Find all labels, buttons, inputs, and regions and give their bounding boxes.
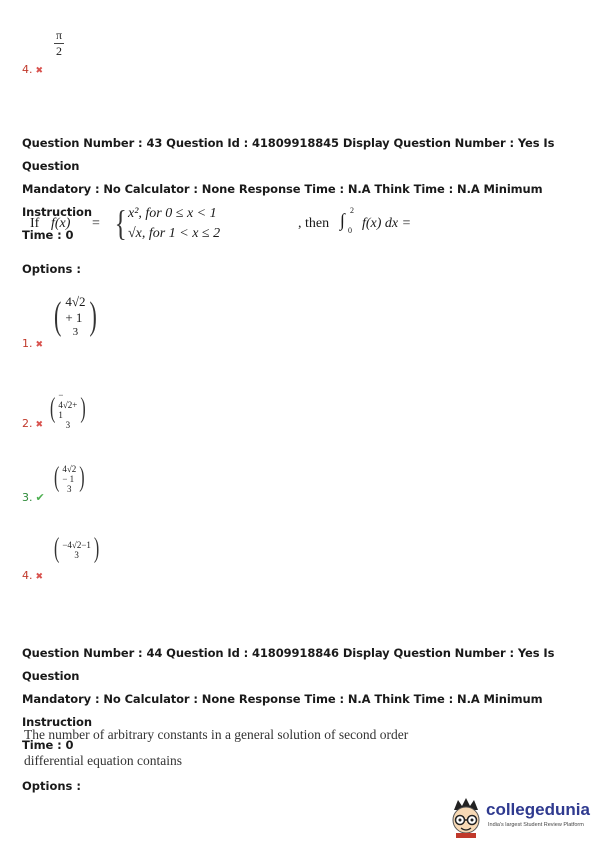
- stem-if: If: [30, 216, 40, 231]
- header-line: Question Number : 43 Question Id : 41809918845 Display Question Number : Yes Is Question: [22, 136, 555, 173]
- wrong-icon: ✖: [35, 340, 44, 350]
- stem-equals: =: [92, 216, 100, 231]
- wrong-icon: ✖: [35, 66, 44, 76]
- header-line: Time : 0: [22, 738, 74, 752]
- correct-check-icon: ✔: [35, 491, 45, 504]
- fraction-denominator: 2: [56, 44, 63, 58]
- wrong-icon: ✖: [35, 572, 44, 582]
- option-number: 4.: [22, 63, 33, 76]
- stem-line: differential equation contains: [24, 753, 182, 768]
- options-label: Options :: [22, 779, 81, 793]
- option-1-expression: ( 4√2 + 1 3 ): [54, 292, 97, 338]
- question-44-stem: [24, 722, 408, 774]
- logo-tagline: India's largest Student Review Platform: [488, 822, 584, 828]
- integral-upper: 2: [350, 206, 354, 215]
- option-2-expression: ( − 4√2+ 1 3 ): [50, 390, 86, 430]
- integrand: f(x) dx =: [362, 216, 412, 231]
- option-4-expression: ( −4√2−1 3 ): [54, 533, 100, 565]
- stem-then: , then: [298, 216, 330, 231]
- stem-fx: f(x): [51, 216, 71, 231]
- piecewise-brace: {: [114, 203, 127, 243]
- header-line: Question Number : 44 Question Id : 41809918846 Display Question Number : Yes Is Question: [22, 646, 555, 683]
- options-label: Options :: [22, 262, 81, 276]
- integral-sign: ∫: [340, 210, 345, 230]
- fraction-numerator: π: [56, 28, 63, 42]
- header-line: Mandatory : No Calculator : None Response Time : N.A Think Time : N.A Minimum Instruction: [22, 182, 543, 219]
- case-2: √x, for 1 < x ≤ 2: [128, 226, 221, 241]
- stem-line: The number of arbitrary constants in a general solution of second order: [24, 727, 409, 742]
- option-3-expression: ( 4√2 − 1 3 ): [54, 462, 85, 494]
- header-line: Time : 0: [22, 228, 74, 242]
- integral-lower: 0: [348, 226, 352, 235]
- wrong-icon: ✖: [35, 420, 44, 430]
- prev-option-fraction: [54, 28, 64, 59]
- case-1: x², for 0 ≤ x < 1: [128, 206, 217, 221]
- logo-text: collegedunia: [486, 800, 590, 819]
- question-43-stem: [30, 204, 470, 248]
- collegedunia-logo: [446, 796, 592, 838]
- mascot-icon: [446, 796, 486, 838]
- header-line: Mandatory : No Calculator : None Response Time : N.A Think Time : N.A Minimum Instruction: [22, 692, 543, 729]
